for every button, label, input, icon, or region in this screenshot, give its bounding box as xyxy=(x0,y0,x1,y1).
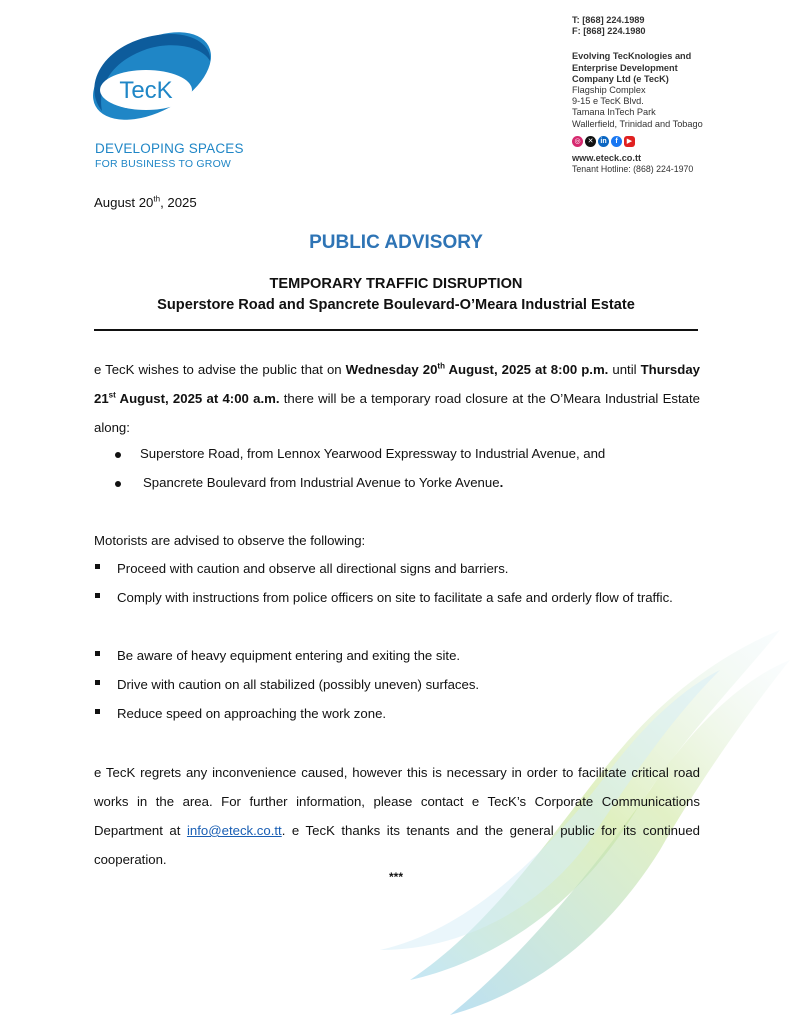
eteck-logo xyxy=(62,16,222,134)
tagline-main: DEVELOPING SPACES xyxy=(95,141,244,156)
square-bullet-icon xyxy=(95,564,100,569)
x-icon[interactable]: ✕ xyxy=(585,136,596,147)
contact-block xyxy=(572,15,772,175)
instruction-item: Reduce speed on approaching the work zone. xyxy=(117,706,387,721)
advisory-date: August 20th, 2025 xyxy=(94,194,197,210)
end-mark: *** xyxy=(388,870,403,884)
address-line-1: Flagship Complex xyxy=(572,85,646,96)
page-title: PUBLIC ADVISORY xyxy=(309,232,483,253)
subtitle-location: Superstore Road and Spancrete Boulevard-O’Meara Industrial Estate xyxy=(157,297,635,313)
subtitle-disruption: TEMPORARY TRAFFIC DISRUPTION xyxy=(269,276,523,292)
website-link[interactable]: www.eteck.co.tt xyxy=(572,152,642,163)
company-name-line-2: Enterprise Development xyxy=(572,62,678,73)
phone-number: T: [868] 224.1989 xyxy=(572,15,645,25)
square-bullet-icon xyxy=(95,680,100,685)
instagram-icon[interactable]: ◎ xyxy=(572,136,583,147)
instruction-item: Drive with caution on all stabilized (possibly uneven) surfaces. xyxy=(117,677,480,692)
closing-paragraph: e TecK regrets any inconvenience caused, however this is necessary in order to facilitate critical road works in the area. For further information, please contact e TecK’s Corporate Communications Department at info@eteck.co.tt. e TecK thanks its tenants and the general public for its continued cooperation. xyxy=(94,765,700,867)
facebook-icon[interactable]: f xyxy=(611,136,622,147)
bullet-icon xyxy=(115,452,121,458)
instruction-item: Be aware of heavy equipment entering and exiting the site. xyxy=(117,648,461,663)
bullet-icon xyxy=(115,481,121,487)
company-name-line-1: Evolving TecKnologies and xyxy=(572,51,692,62)
company-name-line-3: Company Ltd (e TecK) xyxy=(572,73,669,84)
closure-paragraph: e TecK wishes to advise the public that on Wednesday 20th August, 2025 at 8:00 p.m. until Thursday 21st August, 2025 at 4:00 a.m. there will be a temporary road closure at the O’Meara Industrial Estate along: xyxy=(94,361,701,435)
linkedin-icon[interactable]: in xyxy=(598,136,609,147)
address-line-4: Wallerfield, Trinidad and Tobago xyxy=(572,118,703,129)
social-icons xyxy=(572,136,772,147)
logo-text: TecK xyxy=(119,77,173,104)
youtube-icon[interactable]: ▶ xyxy=(624,136,635,147)
square-bullet-icon xyxy=(95,651,100,656)
address-line-3: Tamana InTech Park xyxy=(572,107,656,118)
tenant-hotline: Tenant Hotline: (868) 224-1970 xyxy=(572,164,694,175)
square-bullet-icon xyxy=(95,709,100,714)
title-divider xyxy=(94,329,698,331)
tagline-sub: FOR BUSINESS TO GROW xyxy=(95,158,232,170)
square-bullet-icon xyxy=(95,593,100,598)
email-link[interactable]: info@eteck.co.tt xyxy=(186,823,282,838)
fax-number: F: [868] 224.1980 xyxy=(572,26,646,37)
instruction-item: Comply with instructions from police officers on site to facilitate a safe and orderly flow of traffic. xyxy=(117,590,673,605)
instruction-item: Proceed with caution and observe all directional signs and barriers. xyxy=(117,561,509,576)
address-line-2: 9-15 e TecK Blvd. xyxy=(572,96,644,107)
motorists-intro: Motorists are advised to observe the following: xyxy=(94,533,366,548)
